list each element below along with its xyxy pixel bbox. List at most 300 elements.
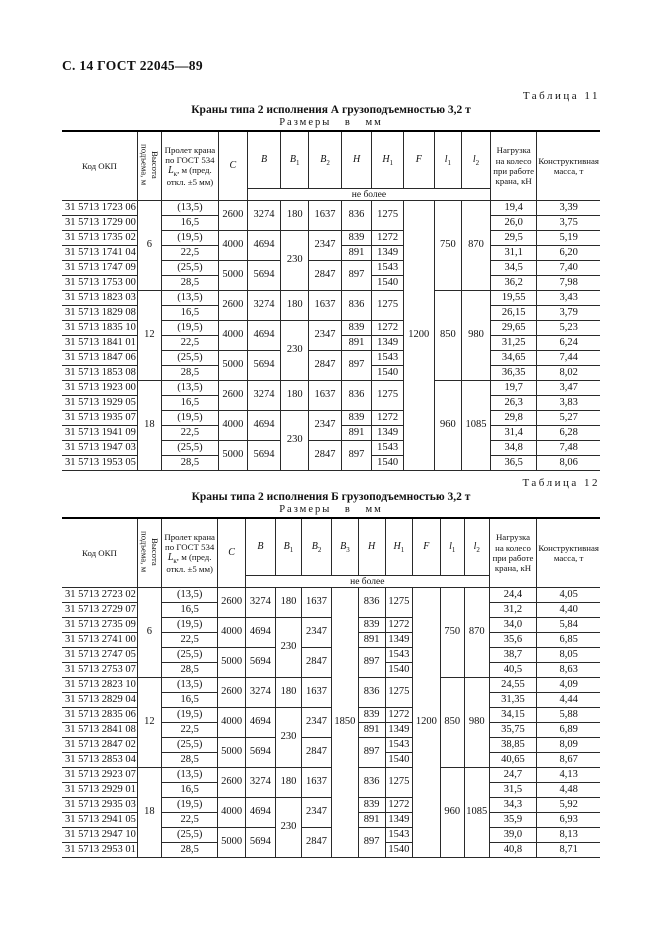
value-cell: 4000 [218,321,247,351]
value-cell: 1272 [372,411,404,426]
value-cell: 28,5 [161,276,218,291]
column-header: $B_1$ [281,131,309,189]
okp-code-cell: 31 5713 1723 06 [62,201,137,216]
value-cell: 180 [275,588,301,618]
value-cell: 35,75 [489,723,537,738]
value-cell: 839 [358,708,385,723]
table-row [62,588,600,603]
value-cell: 1085 [464,768,489,858]
value-cell: 1349 [385,813,413,828]
value-cell: 980 [462,291,491,381]
okp-code-cell: 31 5713 2953 01 [62,843,137,858]
table-section-12 [62,477,600,858]
value-cell: 29,8 [491,411,537,426]
value-cell: 8,02 [537,366,600,381]
value-cell: 1543 [372,351,404,366]
value-cell: 891 [358,813,385,828]
column-header: Пролет крана по ГОСТ 534 $L_к$, м (пред. откл. ±5 мм) [161,131,218,201]
value-cell: 180 [275,678,301,708]
value-cell: 3274 [247,201,280,231]
value-cell: 897 [358,738,385,768]
value-cell: 4694 [245,798,275,828]
table-row [62,291,600,306]
value-cell: 1085 [462,381,491,471]
value-cell: 839 [358,798,385,813]
value-cell: 4000 [218,411,247,441]
value-cell: 5,19 [537,231,600,246]
value-cell: 5000 [218,351,247,381]
value-cell: 2600 [218,588,246,618]
okp-code-cell: 31 5713 2823 10 [62,678,137,693]
column-header: H [341,131,372,189]
table-caption: Таблица 11 [522,90,600,102]
value-cell: 2600 [218,291,247,321]
value-cell: 839 [358,618,385,633]
column-header: $H_1$ [385,518,413,576]
okp-code-cell: 31 5713 2753 07 [62,663,137,678]
column-header: $B_3$ [332,518,359,576]
value-cell: 839 [341,321,372,336]
value-cell: 22,5 [161,336,218,351]
value-cell: 2600 [218,678,246,708]
value-cell: 16,5 [161,396,218,411]
column-header: Нагрузка на колесо при работе крана, кН [489,518,537,588]
okp-code-cell: 31 5713 1847 06 [62,351,137,366]
value-cell: 836 [358,588,385,618]
column-header: B [247,131,280,189]
value-cell: 839 [341,231,372,246]
value-cell: 1637 [309,201,341,231]
value-cell: 1637 [301,768,331,798]
value-cell: 230 [275,618,301,678]
value-cell: (13,5) [161,768,217,783]
value-cell: 836 [341,201,372,231]
value-cell: 1540 [385,663,413,678]
value-cell: 5000 [218,648,246,678]
value-cell: 750 [440,588,464,678]
column-header: $l_2$ [462,131,491,189]
value-cell: 6 [137,588,161,678]
value-cell: 180 [275,768,301,798]
value-cell: 5694 [247,351,280,381]
okp-code-cell: 31 5713 2941 05 [62,813,137,828]
value-cell: 5694 [247,441,280,471]
value-cell: 3,39 [537,201,600,216]
okp-code-cell: 31 5713 1735 02 [62,231,137,246]
table-section-11 [62,90,600,471]
value-cell: (13,5) [161,588,217,603]
table-subtitle: Размеры в мм [279,504,383,515]
value-cell: 1275 [385,588,413,618]
value-cell: 4000 [218,708,246,738]
page-header: С. 14 ГОСТ 22045—89 [62,58,203,73]
value-cell: 1349 [372,336,404,351]
value-cell: 28,5 [161,753,217,768]
table-caption: Таблица 12 [522,477,600,489]
column-header: C [218,131,247,201]
value-cell: 22,5 [161,723,217,738]
okp-code-cell: 31 5713 1729 00 [62,216,137,231]
value-cell: 1349 [385,633,413,648]
column-header: H [358,518,385,576]
value-cell: 2847 [301,648,331,678]
value-cell: 31,4 [491,426,537,441]
okp-code-cell: 31 5713 1947 03 [62,441,137,456]
value-cell: 980 [464,678,489,768]
value-cell: 4694 [245,618,275,648]
value-cell: 1275 [385,768,413,798]
value-cell: 1540 [372,366,404,381]
value-cell: 5,88 [537,708,600,723]
value-cell: 19,4 [491,201,537,216]
value-cell: 1540 [372,276,404,291]
value-cell: 1850 [332,588,359,858]
okp-code-cell: 31 5713 1741 04 [62,246,137,261]
value-cell: 36,5 [491,456,537,471]
value-cell: 1275 [372,201,404,231]
value-cell: 6,93 [537,813,600,828]
column-header: $H_1$ [372,131,404,189]
okp-code-cell: 31 5713 2835 06 [62,708,137,723]
value-cell: 28,5 [161,663,217,678]
value-cell: 4694 [245,708,275,738]
column-header: Высота подъема, м [137,518,161,588]
value-cell: 230 [275,798,301,858]
value-cell: 891 [341,426,372,441]
value-cell: 4,09 [537,678,600,693]
value-cell: 836 [358,768,385,798]
value-cell: 836 [341,381,372,411]
value-cell: 6,20 [537,246,600,261]
okp-code-cell: 31 5713 1941 09 [62,426,137,441]
not-more-subheader: не более [245,576,489,588]
value-cell: 897 [341,441,372,471]
value-cell: 16,5 [161,306,218,321]
value-cell: 5694 [245,738,275,768]
table-row [62,381,600,396]
column-header: Конструктивная масса, т [537,131,600,201]
value-cell: 2847 [309,351,341,381]
value-cell: 8,67 [537,753,600,768]
value-cell: 34,65 [491,351,537,366]
value-cell: 22,5 [161,426,218,441]
value-cell: 1349 [372,246,404,261]
value-cell: 22,5 [161,246,218,261]
value-cell: 8,05 [537,648,600,663]
value-cell: (25,5) [161,261,218,276]
value-cell: 31,1 [491,246,537,261]
value-cell: 2600 [218,201,247,231]
value-cell: (25,5) [161,738,217,753]
value-cell: 230 [281,321,309,381]
value-cell: 16,5 [161,783,217,798]
okp-code-cell: 31 5713 1747 09 [62,261,137,276]
value-cell: 26,0 [491,216,537,231]
value-cell: 16,5 [161,693,217,708]
value-cell: 2847 [309,261,341,291]
okp-code-cell: 31 5713 2723 02 [62,588,137,603]
column-header: F [413,518,441,576]
value-cell: 5694 [245,828,275,858]
value-cell: 2347 [309,231,341,261]
value-cell: 1200 [413,588,441,858]
okp-code-cell: 31 5713 1841 01 [62,336,137,351]
value-cell: 1200 [403,201,434,471]
okp-code-cell: 31 5713 1823 03 [62,291,137,306]
value-cell: 1637 [301,678,331,708]
okp-code-cell: 31 5713 2853 04 [62,753,137,768]
not-more-subheader: не более [247,189,490,201]
value-cell: 8,71 [537,843,600,858]
value-cell: 24,4 [489,588,537,603]
value-cell: 230 [275,708,301,768]
value-cell: (13,5) [161,291,218,306]
value-cell: 4000 [218,798,246,828]
value-cell: 180 [281,201,309,231]
value-cell: 4694 [247,411,280,441]
okp-code-cell: 31 5713 2841 08 [62,723,137,738]
okp-code-cell: 31 5713 1853 08 [62,366,137,381]
value-cell: 891 [358,723,385,738]
value-cell: 1637 [309,291,341,321]
value-cell: 24,55 [489,678,537,693]
column-header: $B_1$ [275,518,301,576]
column-header: Код ОКП [62,131,137,201]
value-cell: 3274 [245,768,275,798]
value-cell: 5000 [218,738,246,768]
value-cell: 2847 [301,828,331,858]
value-cell: 1275 [372,381,404,411]
value-cell: 35,6 [489,633,537,648]
value-cell: 1540 [385,843,413,858]
value-cell: 3,47 [537,381,600,396]
value-cell: 960 [434,381,461,471]
value-cell: 4,13 [537,768,600,783]
value-cell: 5000 [218,828,246,858]
value-cell: 34,8 [491,441,537,456]
value-cell: 8,13 [537,828,600,843]
value-cell: 891 [358,633,385,648]
value-cell: 1275 [372,291,404,321]
table-subtitle: Размеры в мм [279,117,383,128]
value-cell: 836 [341,291,372,321]
value-cell: 2847 [301,738,331,768]
value-cell: 960 [440,768,464,858]
column-header: $B_2$ [301,518,331,576]
okp-code-cell: 31 5713 1935 07 [62,411,137,426]
column-header: $B_2$ [309,131,341,189]
value-cell: 6,24 [537,336,600,351]
value-cell: 22,5 [161,633,217,648]
column-header: Пролет крана по ГОСТ 534 $L_к$, м (пред. откл. ±5 мм) [161,518,217,588]
value-cell: 1349 [385,723,413,738]
value-cell: 8,06 [537,456,600,471]
value-cell: 1540 [372,456,404,471]
value-cell: 2347 [301,708,331,738]
okp-code-cell: 31 5713 1929 05 [62,396,137,411]
value-cell: 4,05 [537,588,600,603]
value-cell: 28,5 [161,456,218,471]
value-cell: 897 [341,261,372,291]
value-cell: (25,5) [161,441,218,456]
value-cell: 6,89 [537,723,600,738]
value-cell: 5,92 [537,798,600,813]
value-cell: 1637 [309,381,341,411]
value-cell: 891 [341,336,372,351]
value-cell: 5694 [247,261,280,291]
value-cell: 1272 [385,618,413,633]
value-cell: 40,65 [489,753,537,768]
value-cell: 3274 [247,381,280,411]
value-cell: 839 [341,411,372,426]
value-cell: 29,65 [491,321,537,336]
okp-code-cell: 31 5713 2935 03 [62,798,137,813]
value-cell: 1637 [301,588,331,618]
value-cell: 1272 [385,798,413,813]
okp-code-cell: 31 5713 2735 09 [62,618,137,633]
okp-code-cell: 31 5713 2747 05 [62,648,137,663]
value-cell: 2600 [218,381,247,411]
value-cell: 897 [358,828,385,858]
okp-code-cell: 31 5713 2847 02 [62,738,137,753]
value-cell: 5694 [245,648,275,678]
value-cell: 7,40 [537,261,600,276]
crane-spec-table-12 [62,517,600,858]
okp-code-cell: 31 5713 1829 08 [62,306,137,321]
value-cell: 3274 [245,678,275,708]
value-cell: 8,63 [537,663,600,678]
value-cell: 5000 [218,261,247,291]
okp-code-cell: 31 5713 2729 07 [62,603,137,618]
value-cell: 1275 [385,678,413,708]
value-cell: 230 [281,231,309,291]
value-cell: 1543 [385,648,413,663]
value-cell: 18 [137,381,161,471]
value-cell: 31,35 [489,693,537,708]
value-cell: 870 [462,201,491,291]
value-cell: 8,09 [537,738,600,753]
value-cell: 1543 [372,441,404,456]
table-row [62,678,600,693]
value-cell: 897 [341,351,372,381]
value-cell: 40,5 [489,663,537,678]
crane-spec-table-11 [62,130,600,471]
value-cell: 36,2 [491,276,537,291]
value-cell: 3274 [247,291,280,321]
value-cell: 38,7 [489,648,537,663]
value-cell: 897 [358,648,385,678]
okp-code-cell: 31 5713 2923 07 [62,768,137,783]
column-header: C [218,518,246,588]
value-cell: 34,5 [491,261,537,276]
column-header: $l_2$ [464,518,489,576]
column-header: F [403,131,434,189]
value-cell: 4,48 [537,783,600,798]
value-cell: 850 [440,678,464,768]
value-cell: 3,83 [537,396,600,411]
column-header: Нагрузка на колесо при работе крана, кН [491,131,537,201]
column-header: $l_1$ [434,131,461,189]
value-cell: (25,5) [161,648,217,663]
value-cell: 40,8 [489,843,537,858]
okp-code-cell: 31 5713 2929 01 [62,783,137,798]
value-cell: 1543 [385,828,413,843]
value-cell: 2347 [309,321,341,351]
value-cell: 38,85 [489,738,537,753]
table-row [62,201,600,216]
value-cell: 4000 [218,231,247,261]
table-title: Краны типа 2 исполнения Б грузоподъемностью 3,2 т [191,491,471,503]
value-cell: 4,40 [537,603,600,618]
value-cell: 26,3 [491,396,537,411]
value-cell: 12 [137,678,161,768]
value-cell: (19,5) [161,231,218,246]
value-cell: (19,5) [161,708,217,723]
value-cell: 39,0 [489,828,537,843]
value-cell: 6 [137,201,161,291]
value-cell: 2847 [309,441,341,471]
value-cell: 180 [281,381,309,411]
value-cell: (25,5) [161,828,217,843]
value-cell: (13,5) [161,381,218,396]
column-header: Конструктивная масса, т [537,518,600,588]
column-header: B [245,518,275,576]
okp-code-cell: 31 5713 1835 10 [62,321,137,336]
value-cell: 19,7 [491,381,537,396]
value-cell: 5,23 [537,321,600,336]
value-cell: 750 [434,201,461,291]
value-cell: 28,5 [161,843,217,858]
value-cell: 1272 [385,708,413,723]
value-cell: 4694 [247,231,280,261]
value-cell: 3,75 [537,216,600,231]
value-cell: 836 [358,678,385,708]
value-cell: 36,35 [491,366,537,381]
okp-code-cell: 31 5713 1753 00 [62,276,137,291]
value-cell: 22,5 [161,813,217,828]
value-cell: 28,5 [161,366,218,381]
value-cell: 35,9 [489,813,537,828]
value-cell: (19,5) [161,618,217,633]
value-cell: 31,5 [489,783,537,798]
table-row [62,768,600,783]
value-cell: 7,44 [537,351,600,366]
value-cell: 16,5 [161,216,218,231]
value-cell: (19,5) [161,798,217,813]
value-cell: 34,15 [489,708,537,723]
value-cell: 2600 [218,768,246,798]
value-cell: 4000 [218,618,246,648]
value-cell: 1349 [372,426,404,441]
okp-code-cell: 31 5713 2947 10 [62,828,137,843]
value-cell: (25,5) [161,351,218,366]
value-cell: 34,3 [489,798,537,813]
column-header: Высота подъема, м [137,131,161,201]
value-cell: 19,55 [491,291,537,306]
okp-code-cell: 31 5713 1923 00 [62,381,137,396]
value-cell: (19,5) [161,321,218,336]
value-cell: 1540 [385,753,413,768]
value-cell: 3,79 [537,306,600,321]
value-cell: 2347 [309,411,341,441]
value-cell: 5,84 [537,618,600,633]
value-cell: 16,5 [161,603,217,618]
value-cell: 31,25 [491,336,537,351]
value-cell: 18 [137,768,161,858]
okp-code-cell: 31 5713 2829 04 [62,693,137,708]
value-cell: 850 [434,291,461,381]
okp-code-cell: 31 5713 2741 00 [62,633,137,648]
